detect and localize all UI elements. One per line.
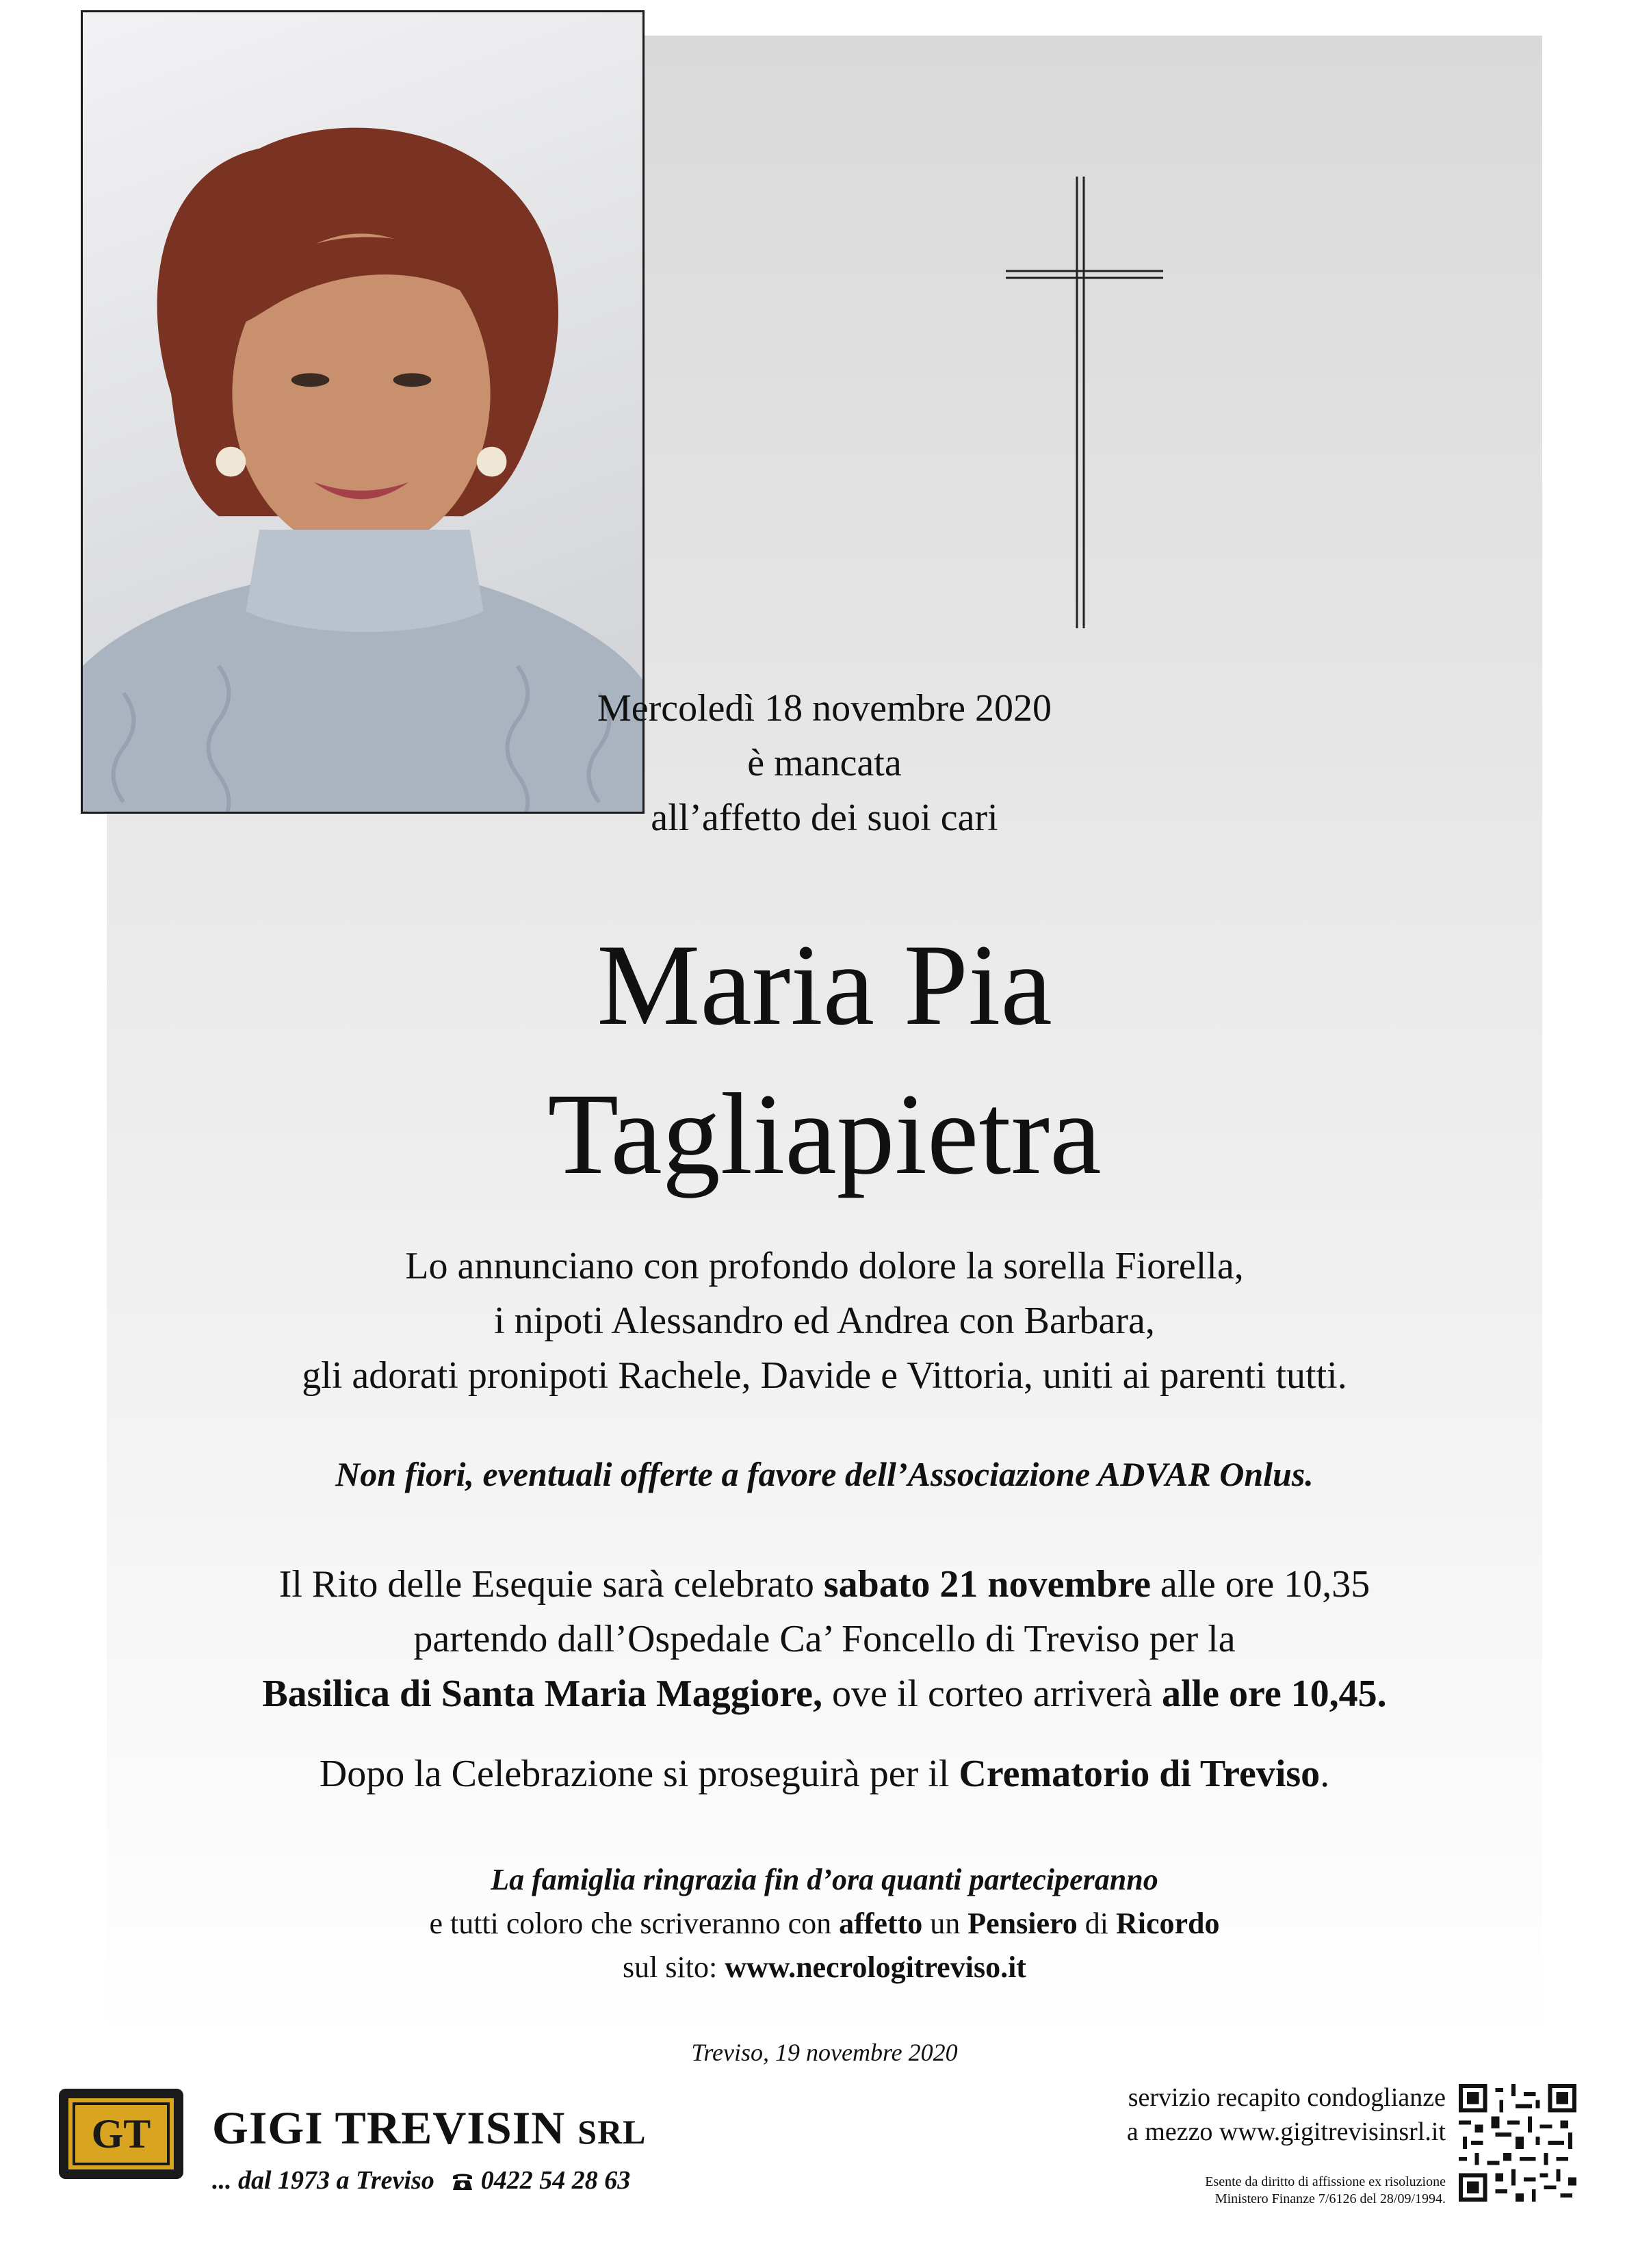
thanks-text: di [1077, 1907, 1116, 1940]
company-name [212, 2101, 647, 2155]
last-name: Tagliapietra [547, 1070, 1102, 1198]
thanks-bold: Pensiero [967, 1907, 1078, 1940]
after-text: Dopo la Celebrazione si proseguirà per il [319, 1753, 959, 1795]
company-name-text: GIGI TREVISIN [212, 2102, 566, 2154]
cross-icon [1006, 177, 1163, 628]
arrival-time: alle ore 10,45. [1162, 1673, 1387, 1715]
thanks-line-1: La famiglia ringrazia fin d’ora quanti parteciperanno [491, 1863, 1158, 1896]
phone-icon [451, 2171, 474, 2191]
legal-line-1: Esente da diritto di affissione ex risoluzione [1205, 2174, 1446, 2189]
first-name: Maria Pia [597, 920, 1052, 1049]
deceased-name [107, 910, 1542, 1209]
rite-line-2: partendo dall’Ospedale Ca’ Foncello di Treviso per la [413, 1618, 1236, 1660]
rite-time: alle ore 10,35 [1150, 1563, 1370, 1606]
thanks-message [107, 1858, 1542, 1989]
thanks-bold: Ricordo [1116, 1907, 1220, 1940]
legal-line-2: Ministero Finanze 7/6126 del 28/09/1994. [1214, 2191, 1446, 2206]
company-phone[interactable]: 0422 54 28 63 [480, 2166, 631, 2195]
qr-code[interactable] [1459, 2084, 1576, 2202]
legal-note [1205, 2174, 1446, 2208]
crematorium-name: Crematorio di Treviso [959, 1753, 1321, 1795]
announcement-date: Mercoledì 18 novembre 2020 [597, 687, 1052, 730]
thanks-bold: affetto [839, 1907, 923, 1940]
rite-date: sabato 21 novembre [823, 1563, 1151, 1606]
thanks-line-3 [107, 1946, 1542, 1989]
after-period: . [1320, 1753, 1330, 1795]
announcement-loved-ones: all’affetto dei suoi cari [651, 797, 998, 839]
company-tagline [212, 2165, 630, 2195]
condolence-service [1127, 2080, 1446, 2149]
family-line: i nipoti Alessandro ed Andrea con Barbara, [494, 1300, 1155, 1342]
service-line-1: servizio recapito condoglianze [1128, 2083, 1446, 2112]
company-logo [57, 2087, 185, 2180]
rite-line-1 [107, 1557, 1542, 1612]
rite-text: ove il corteo arriverà [822, 1673, 1162, 1715]
thanks-text: un [922, 1907, 968, 1940]
tagline-text: ... dal 1973 a Treviso [212, 2166, 434, 2195]
announcement [107, 681, 1542, 845]
thanks-line-2 [107, 1902, 1542, 1946]
announcement-passed: è mancata [747, 742, 902, 784]
svg-text:GT: GT [91, 2111, 151, 2156]
after-celebration [107, 1752, 1542, 1796]
family-line: gli adorati pronipoti Rachele, Davide e Vittoria, uniti ai parenti tutti. [302, 1354, 1347, 1397]
rite-text: Il Rito delle Esequie sarà celebrato [278, 1563, 824, 1606]
thanks-text: e tutti coloro che scriveranno con [429, 1907, 840, 1940]
basilica-name: Basilica di Santa Maria Maggiore, [262, 1673, 823, 1715]
website-link[interactable]: www.necrologitreviso.it [725, 1950, 1026, 1984]
company-suffix: SRL [577, 2113, 647, 2151]
family-line: Lo annunciano con profondo dolore la sorella Fiorella, [405, 1245, 1244, 1287]
thanks-text: sul sito: [623, 1950, 725, 1984]
service-line-2[interactable]: a mezzo www.gigitrevisinsrl.it [1126, 2117, 1446, 2146]
family-announcement [107, 1239, 1542, 1403]
place-date: Treviso, 19 novembre 2020 [691, 2039, 958, 2066]
rite-line-3 [107, 1666, 1542, 1721]
flowers-note: Non fiori, eventuali offerte a favore dell’Associazione ADVAR Onlus. [335, 1455, 1314, 1493]
funeral-rite [107, 1557, 1542, 1721]
